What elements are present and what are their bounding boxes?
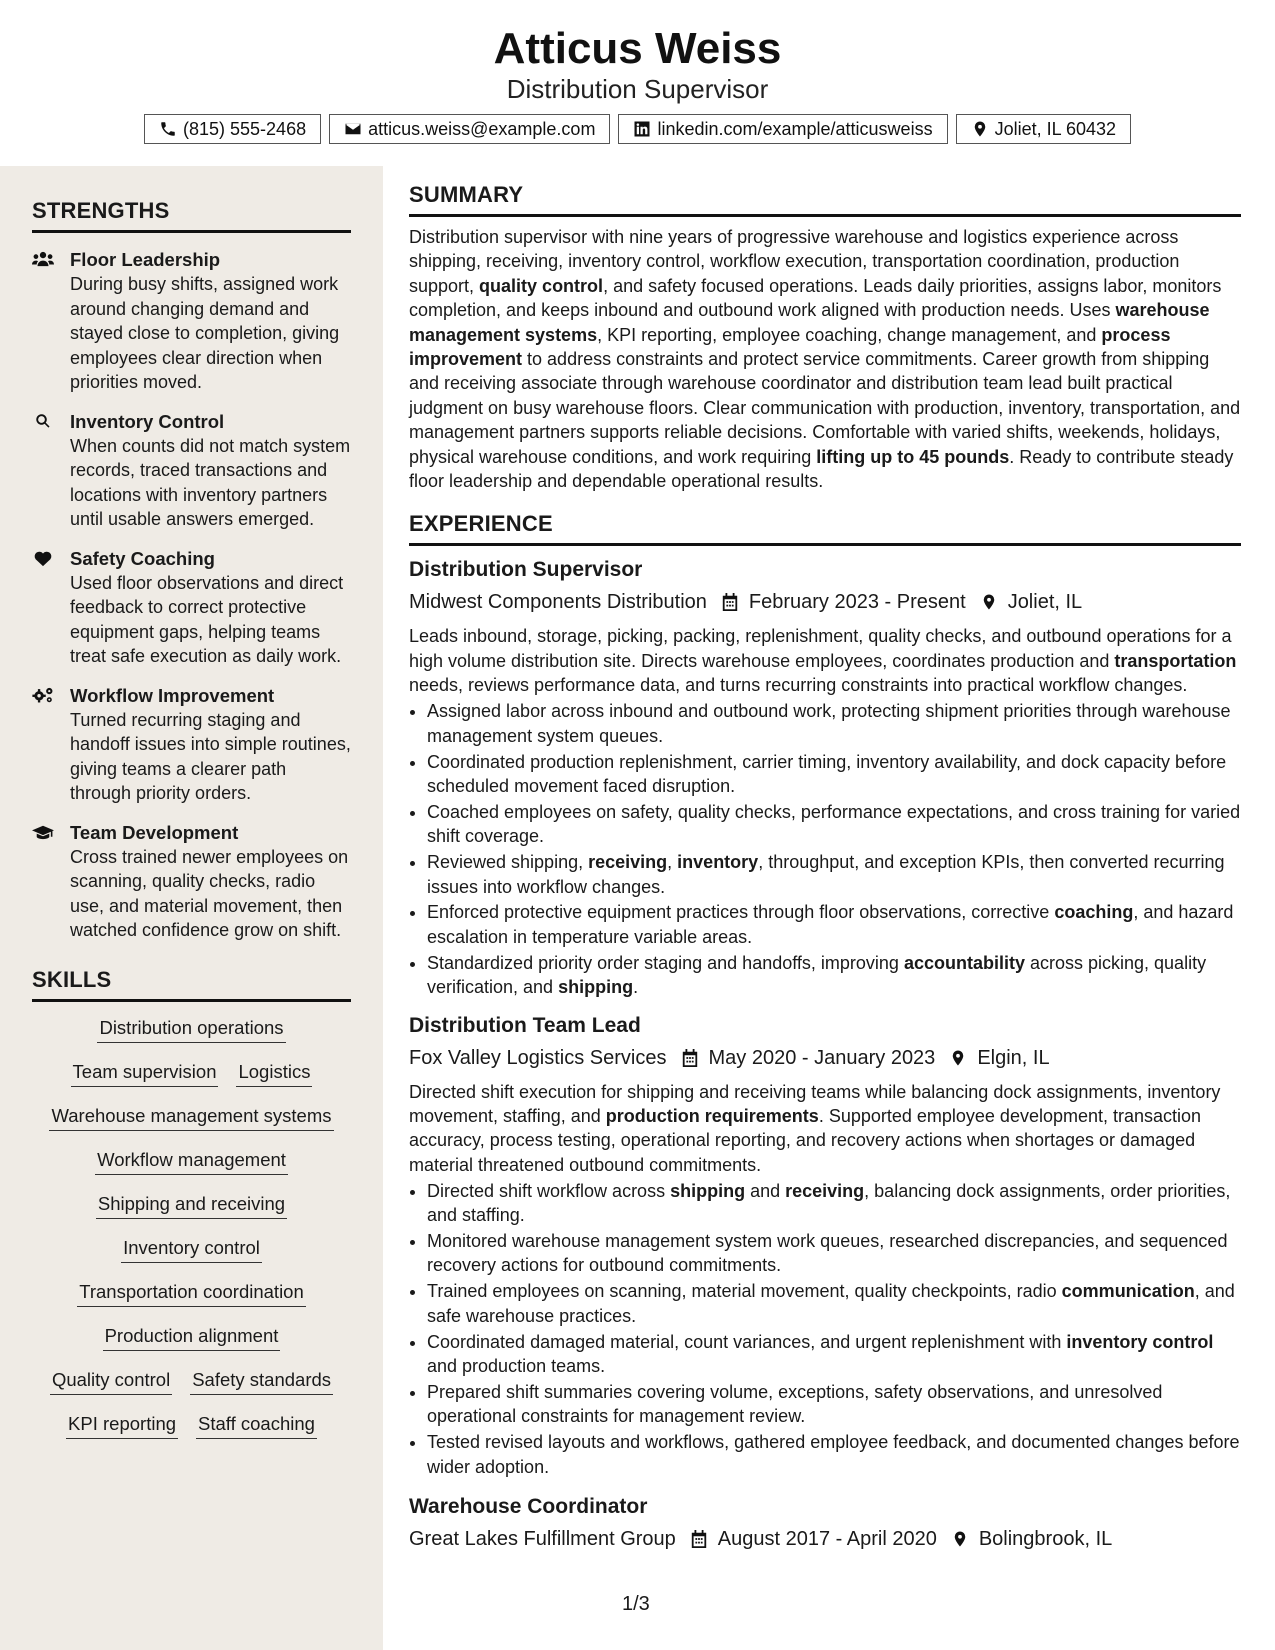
job-meta	[409, 588, 1241, 616]
job-bullet: • Enforced protective equipment practices through floor observations, corrective coaching, and hazard escalation in temperature variable areas.	[427, 900, 1241, 949]
job-entry	[409, 1493, 1241, 1553]
job-meta	[409, 1044, 1241, 1072]
search-icon	[32, 412, 54, 430]
contact-phone-text: (815) 555-2468	[183, 118, 307, 139]
job-bullet: • Tested revised layouts and workflows, gathered employee feedback, and documented changes before wider adoption.	[427, 1430, 1241, 1479]
skill-tag: Shipping and receiving	[96, 1192, 287, 1219]
sidebar	[0, 166, 383, 1650]
skill-tag: Quality control	[50, 1368, 172, 1395]
strength-title: Workflow Improvement	[70, 684, 275, 706]
envelope-icon	[344, 120, 362, 138]
heart-icon	[32, 549, 54, 567]
candidate-title: Distribution Supervisor	[506, 74, 769, 104]
strength-item	[32, 683, 351, 806]
strength-description: When counts did not match system records, traced transactions and locations with inventory partners until usable answers emerged.	[70, 435, 351, 529]
calendar-icon	[721, 592, 739, 612]
skill-tag: Distribution operations	[97, 1016, 285, 1043]
strength-title: Floor Leadership	[70, 249, 221, 270]
job-entry	[409, 1012, 1241, 1480]
strength-title: Inventory Control	[70, 410, 225, 432]
job-bullet: • Assigned labor across inbound and outbound work, protecting shipment priorities through warehouse management system queues.	[427, 699, 1241, 748]
job-description: Directed shift execution for shipping and receiving teams while balancing dock assignments, inventory movement, staffing, and production requirements. Supported employee development, transaction accuracy, process testing, operational reporting, and recovery actions when shortages or damaged material threatened outbound commitments.	[409, 1081, 1221, 1175]
job-bullets	[409, 1179, 1241, 1479]
job-dates: August 2017 - April 2020	[717, 1528, 937, 1551]
job-location: Bolingbrook, IL	[978, 1528, 1113, 1551]
job-dates: February 2023 - Present	[748, 591, 966, 614]
skills-heading: SKILLS	[32, 967, 351, 1002]
location-icon	[980, 592, 998, 612]
resume-header	[0, 0, 1275, 142]
contact-linkedin-text: linkedin.com/example/atticusweiss	[657, 118, 933, 139]
strength-description: During busy shifts, assigned work around changing demand and stayed close to completion, giving employees clear direction when priorities moved.	[70, 274, 340, 392]
users-icon	[32, 250, 54, 268]
job-company: Fox Valley Logistics Services	[409, 1046, 667, 1069]
strength-description: Cross trained newer employees on scanning, quality checks, radio use, and material movement, then watched confidence grow on shift.	[70, 846, 349, 940]
experience-heading: EXPERIENCE	[409, 511, 1241, 546]
skill-tag: Logistics	[236, 1060, 312, 1087]
job-title: Distribution Team Lead	[409, 1013, 641, 1037]
job-description: Leads inbound, storage, picking, packing, replenishment, quality checks, and outbound operations for a high volume distribution site. Directs warehouse employees, coordinates production and transportation needs, reviews performance data, and turns recurring constraints into practical workflow changes.	[409, 626, 1237, 696]
main-column	[409, 166, 1241, 1553]
contact-email[interactable]	[329, 114, 610, 144]
contact-linkedin[interactable]	[618, 114, 947, 144]
skill-tag: Team supervision	[71, 1060, 219, 1087]
strengths-heading: STRENGTHS	[32, 198, 351, 233]
job-bullet: • Monitored warehouse management system work queues, researched discrepancies, and sequenced recovery actions for outbound commitments.	[427, 1229, 1241, 1278]
job-location: Joliet, IL	[1007, 591, 1083, 614]
gears-icon	[32, 686, 54, 704]
job-bullet: • Trained employees on scanning, material movement, quality checkpoints, radio communication, and safe warehouse practices.	[427, 1279, 1241, 1328]
strength-title: Safety Coaching	[70, 547, 215, 569]
calendar-icon	[690, 1529, 708, 1549]
skill-tag: Warehouse management systems	[49, 1104, 333, 1131]
job-bullet: • Standardized priority order staging and handoffs, improving accountability across picking, quality verification, and shipping.	[427, 951, 1241, 1000]
strength-item	[32, 409, 351, 532]
location-icon	[951, 1529, 969, 1549]
summary-heading: SUMMARY	[409, 182, 1241, 217]
strength-item	[32, 820, 351, 943]
job-company: Great Lakes Fulfillment Group	[409, 1528, 676, 1551]
strength-item	[32, 247, 351, 395]
calendar-icon	[681, 1048, 699, 1068]
page-number: 1/3	[622, 1593, 650, 1615]
job-bullets	[409, 699, 1241, 999]
contact-bar	[0, 114, 1275, 144]
job-company: Midwest Components Distribution	[409, 591, 707, 614]
job-entry	[409, 556, 1241, 999]
location-icon	[949, 1048, 967, 1068]
contact-location[interactable]	[956, 114, 1131, 144]
contact-email-text: atticus.weiss@example.com	[368, 118, 596, 139]
skills-list	[32, 1016, 351, 1439]
strength-description: Turned recurring staging and handoff issues into simple routines, giving teams a clearer path through priority orders.	[70, 709, 351, 803]
contact-phone[interactable]	[144, 114, 321, 144]
skill-tag: Staff coaching	[196, 1412, 317, 1439]
phone-icon	[159, 120, 177, 138]
job-bullet: • Reviewed shipping, receiving, inventory, throughput, and exception KPIs, then converted recurring issues into workflow changes.	[427, 850, 1241, 899]
summary-text: Distribution supervisor with nine years of progressive warehouse and logistics experience across shipping, receiving, inventory control, workflow execution, transportation coordination, production support, quality control, and safety focused operations. Leads daily priorities, assigns labor, monitors completion, and keeps inbound and outbound work aligned with production needs. Uses warehouse management systems, KPI reporting, employee coaching, change management, and process improvement to address constraints and protect service commitments. Career growth from shipping and receiving associate through warehouse coordinator and distribution team lead built practical judgment on busy warehouse floors. Clear communication with production, inventory, transportation, and management partners supports reliable decisions. Comfortable with varied shifts, weekends, holidays, physical warehouse conditions, and work requiring lifting up to 45 pounds. Ready to contribute steady floor leadership and dependable operational results.	[409, 227, 1241, 492]
strength-description: Used floor observations and direct feedback to correct protective equipment gaps, helping teams treat safe execution as daily work.	[70, 572, 344, 666]
job-dates: May 2020 - January 2023	[708, 1046, 936, 1069]
candidate-name: Atticus Weiss	[493, 24, 782, 73]
skill-tag: KPI reporting	[66, 1412, 178, 1439]
job-bullet: • Prepared shift summaries covering volume, exceptions, safety observations, and unresolved operational constraints for management review.	[427, 1380, 1241, 1429]
skill-tag: Workflow management	[95, 1148, 288, 1175]
skill-tag: Safety standards	[190, 1368, 333, 1395]
job-title: Warehouse Coordinator	[409, 1495, 648, 1519]
job-location: Elgin, IL	[977, 1046, 1050, 1069]
skill-tag: Transportation coordination	[77, 1280, 306, 1307]
strength-item	[32, 546, 351, 669]
job-bullet: • Coached employees on safety, quality checks, performance expectations, and cross training for varied shift coverage.	[427, 800, 1241, 849]
job-bullet: • Directed shift workflow across shipping and receiving, balancing dock assignments, order priorities, and staffing.	[427, 1179, 1241, 1228]
skill-tag: Production alignment	[103, 1324, 281, 1351]
job-bullet: • Coordinated damaged material, count variances, and urgent replenishment with inventory control and production teams.	[427, 1330, 1241, 1379]
graduation-cap-icon	[32, 823, 54, 841]
job-bullet: • Coordinated production replenishment, carrier timing, inventory availability, and dock capacity before scheduled movement faced disruption.	[427, 750, 1241, 799]
strength-title: Team Development	[70, 821, 239, 843]
contact-location-text: Joliet, IL 60432	[994, 118, 1116, 139]
linkedin-icon	[633, 120, 651, 138]
job-meta	[409, 1525, 1241, 1553]
skill-tag: Inventory control	[121, 1236, 262, 1263]
location-icon	[971, 120, 989, 138]
job-title: Distribution Supervisor	[409, 558, 643, 582]
